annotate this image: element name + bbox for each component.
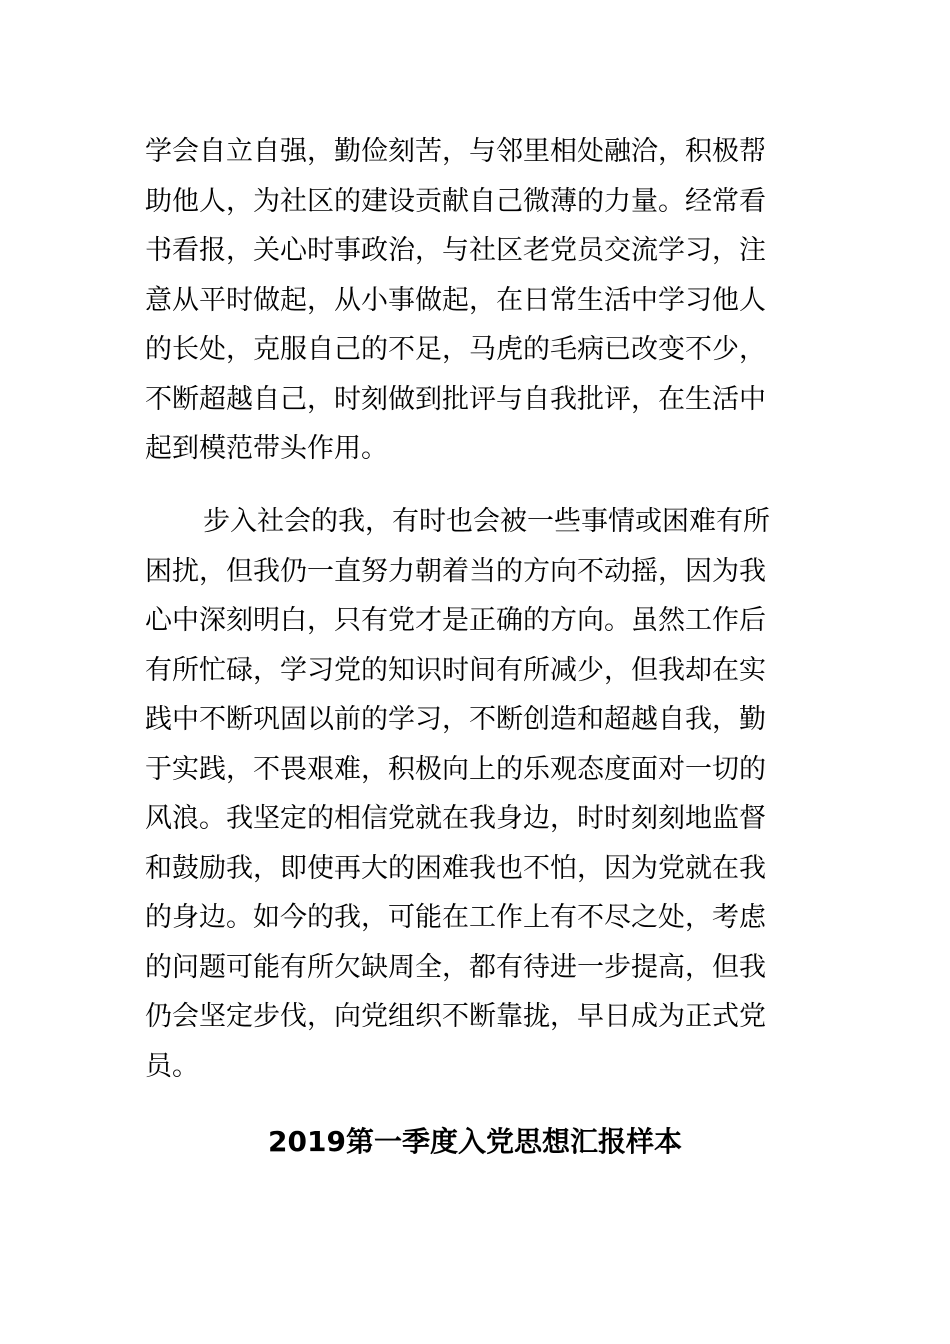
paragraph-line: 的问题可能有所欠缺周全，都有待进一步提高，但我 bbox=[145, 951, 766, 983]
section-heading: 2019第一季度入党思想汇报样本 bbox=[268, 1125, 682, 1158]
paragraph-line: 起到模范带头作用。 bbox=[145, 433, 388, 464]
paragraph-line: 践中不断巩固以前的学习，不断创造和超越自我，勤 bbox=[145, 704, 766, 735]
paragraph-line: 和鼓励我，即使再大的困难我也不怕，因为党就在我 bbox=[145, 852, 766, 884]
paragraph-line: 员。 bbox=[145, 1050, 199, 1082]
paragraph-line: 的长处，克服自己的不足，马虎的毛病已改变不少， bbox=[145, 334, 766, 365]
paragraph-line: 有所忙碌，学习党的知识时间有所减少，但我却在实 bbox=[145, 654, 766, 686]
paragraph-line: 心中深刻明白，只有党才是正确的方向。虽然工作后 bbox=[145, 605, 766, 636]
paragraph-line: 学会自立自强，勤俭刻苦，与邻里相处融洽，积极帮 bbox=[145, 136, 766, 167]
paragraph-line: 步入社会的我，有时也会被一些事情或困难有所 bbox=[203, 506, 770, 537]
paragraph-line: 不断超越自己，时刻做到批评与自我批评，在生活中 bbox=[145, 383, 766, 415]
paragraph-line: 风浪。我坚定的相信党就在我身边，时时刻刻地监督 bbox=[145, 803, 766, 834]
paragraph-line: 困扰，但我仍一直努力朝着当的方向不动摇，因为我 bbox=[145, 555, 766, 587]
paragraph-line: 意从平时做起，从小事做起，在日常生活中学习他人 bbox=[145, 284, 766, 316]
paragraph-2 bbox=[145, 497, 807, 1091]
paragraph-line: 仍会坚定步伐，向党组织不断靠拢，早日成为正式党 bbox=[145, 1001, 766, 1032]
paragraph-line: 书看报，关心时事政治，与社区老党员交流学习，注 bbox=[145, 235, 766, 266]
paragraph-line: 于实践，不畏艰难，积极向上的乐观态度面对一切的 bbox=[145, 753, 766, 785]
paragraph-line: 助他人，为社区的建设贡献自己微薄的力量。经常看 bbox=[145, 185, 766, 217]
paragraph-line: 的身边。如今的我，可能在工作上有不尽之处，考虑 bbox=[145, 902, 766, 933]
paragraph-1 bbox=[145, 127, 807, 474]
